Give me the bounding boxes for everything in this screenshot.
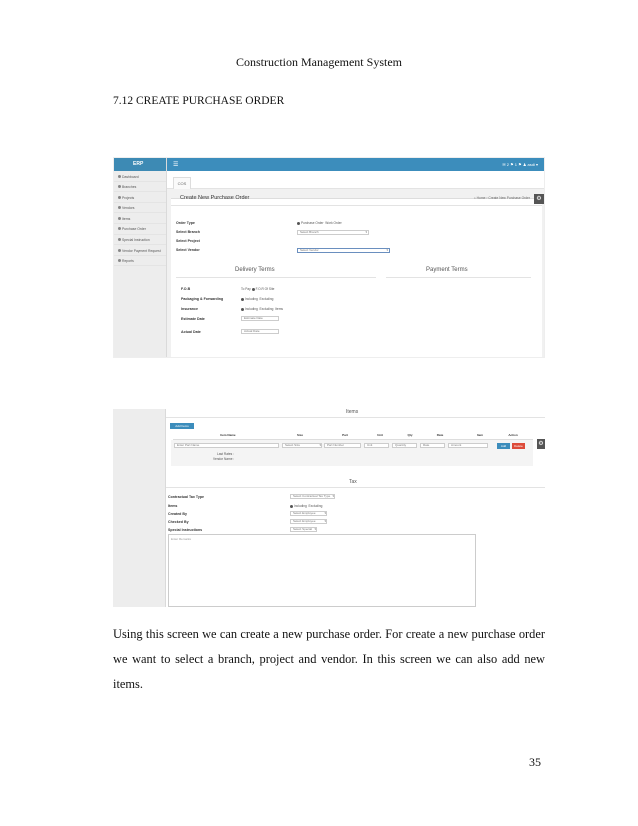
remarks-textarea[interactable]: Enter Remarks	[168, 534, 476, 607]
screenshot-items-tax	[113, 409, 545, 607]
body-text: Using this screen we can create a new purchase order. For create a new purchase order we want to select a branch, project and vendor. In this screen we can also add new items.	[113, 627, 545, 691]
radio-selected-icon	[297, 222, 300, 225]
sidebar-item-purchase-order[interactable]: Purchase Order	[114, 224, 166, 235]
divider	[176, 277, 376, 278]
vendor-payment-icon	[118, 249, 121, 252]
divider	[171, 205, 542, 206]
contractual-tax-label: Contractual Tax Type	[168, 495, 205, 499]
add-row-button[interactable]: Add	[497, 443, 510, 449]
items-table-header	[173, 433, 533, 440]
column-header: Part	[342, 433, 348, 437]
estimate-date-input[interactable]: Estimate Date	[241, 316, 279, 321]
vendors-icon	[118, 206, 121, 209]
radio-selected-icon	[241, 308, 244, 311]
fob-radio-group[interactable]: To Pay F.O.R Of Site	[241, 287, 275, 291]
app-sidebar	[114, 158, 167, 358]
amount-input[interactable]: Amount	[448, 443, 488, 448]
select-branch-label: Select Branch	[176, 230, 200, 234]
divider	[386, 277, 531, 278]
branches-icon	[118, 185, 121, 188]
column-header: Rate	[436, 433, 444, 437]
insurance-label: Insurance	[181, 307, 198, 311]
sidebar-item-branches[interactable]: Branches	[114, 182, 166, 193]
page-header: Construction Management System	[236, 55, 402, 69]
sidebar-item-reports[interactable]: Reports	[114, 256, 166, 267]
purchase-order-icon	[118, 227, 121, 230]
special-instructions-dropdown[interactable]: Select Special ▾	[290, 527, 317, 532]
chevron-down-icon: ▾	[386, 248, 388, 252]
tax-heading: Tax	[349, 479, 357, 485]
sidebar-item-projects[interactable]: Projects	[114, 192, 166, 203]
chevron-down-icon: ▾	[324, 511, 326, 515]
chevron-down-icon: ▾	[332, 494, 334, 498]
qty-input[interactable]: Quantity	[392, 443, 417, 448]
content-area	[167, 189, 544, 357]
chevron-down-icon: ▾	[324, 519, 326, 523]
divider	[166, 487, 545, 488]
packaging-label: Packaging & Forwarding	[181, 297, 224, 301]
breadcrumb[interactable]: ⌂ Home › Create New Purchase Order	[473, 196, 530, 200]
insurance-radio-group[interactable]: Including Excluding Items	[241, 307, 283, 311]
estimate-date-label: Estimate Date	[181, 317, 205, 321]
payment-terms-heading: Payment Terms	[426, 267, 468, 273]
size-dropdown[interactable]: Select Size ▾	[282, 443, 322, 448]
add-items-button[interactable]: Add Items	[170, 423, 194, 429]
actual-date-label: Actual Date	[181, 330, 201, 334]
checked-by-dropdown[interactable]: Select Employee ▾	[290, 519, 327, 524]
contractual-tax-dropdown[interactable]: Select Contractual Tax Type ▾	[290, 494, 335, 499]
checked-by-label: Checked By	[168, 520, 189, 524]
sidebar-item-vendor-payment[interactable]: Vendor Payment Request	[114, 245, 166, 256]
radio-selected-icon	[252, 288, 255, 291]
created-by-label: Created By	[168, 512, 187, 516]
select-vendor-label: Select Vendor	[176, 248, 200, 252]
settings-gear-icon[interactable]: ⚙	[534, 194, 544, 204]
actual-date-input[interactable]: Actual Date	[241, 329, 279, 334]
items-tax-radio-group[interactable]: Including Excluding	[290, 504, 322, 508]
select-branch-dropdown[interactable]: Select Branch ▾	[297, 230, 369, 235]
order-type-label: Order Type	[176, 221, 195, 225]
packaging-radio-group[interactable]: Including Excluding	[241, 297, 273, 301]
tab-bar	[167, 171, 544, 189]
column-header: Unit	[377, 433, 383, 437]
items-row	[171, 440, 533, 466]
chevron-down-icon: ▾	[314, 527, 316, 531]
delete-row-button[interactable]: Delete	[512, 443, 525, 449]
select-project-label: Select Project	[176, 239, 200, 243]
column-header: Item	[476, 433, 484, 437]
rate-input[interactable]: Rate	[420, 443, 445, 448]
page-number: 35	[529, 755, 541, 769]
item-name-input[interactable]: Enter Part Name	[174, 443, 279, 448]
delivery-terms-heading: Delivery Terms	[235, 267, 275, 273]
sidebar-item-vendors[interactable]: Vendors	[114, 203, 166, 214]
radio-selected-icon	[290, 505, 293, 508]
app-sidebar	[113, 409, 166, 607]
items-heading: Items	[346, 409, 359, 415]
column-header: Size	[296, 433, 303, 437]
fob-label: F.O.B	[181, 287, 191, 291]
projects-icon	[118, 196, 121, 199]
radio-selected-icon	[241, 298, 244, 301]
sidebar-item-dashboard[interactable]: Dashboard	[114, 171, 166, 182]
screenshot-create-purchase-order	[113, 157, 545, 358]
items-tax-label: Items	[168, 504, 178, 508]
order-type-radio-group[interactable]: Purchase Order Work Order	[297, 221, 342, 225]
menu-toggle-icon[interactable]: ☰	[173, 162, 179, 168]
app-logo: ERP	[114, 158, 166, 171]
divider	[166, 417, 545, 418]
vendor-name-label: Vendor Name :	[213, 457, 235, 461]
column-header: Action	[508, 433, 518, 437]
last-rates-label: Last Rates :	[217, 452, 235, 456]
dashboard-icon	[118, 175, 121, 178]
column-header: Item Name	[220, 433, 236, 437]
sidebar-item-special-instruction[interactable]: Special Instruction	[114, 235, 166, 246]
reports-icon	[118, 259, 121, 262]
box-title: Create New Purchase Order	[180, 195, 250, 201]
sidebar-item-items[interactable]: Items	[114, 213, 166, 224]
items-icon	[118, 217, 121, 220]
chevron-down-icon: ▾	[365, 230, 367, 234]
topbar-user-area[interactable]: ✉ 2 ⚑ 1 ⚑ ♟ asdi ▾	[502, 162, 538, 167]
special-instruction-icon	[118, 238, 121, 241]
settings-gear-icon[interactable]: ⚙	[538, 441, 544, 447]
tab-cos[interactable]: COS	[173, 177, 191, 189]
created-by-dropdown[interactable]: Select Employee ▾	[290, 511, 327, 516]
section-title: 7.12 CREATE PURCHASE ORDER	[113, 95, 285, 107]
part-input[interactable]: Part Number	[324, 443, 361, 448]
special-instructions-label: Special Instructions	[168, 528, 203, 532]
unit-input[interactable]: Unit	[364, 443, 389, 448]
column-header: Qty	[407, 433, 413, 437]
purchase-order-box	[171, 195, 542, 357]
app-topbar	[167, 158, 544, 171]
chevron-down-icon: ▾	[319, 443, 321, 447]
select-vendor-dropdown[interactable]: Select Vendor ▾	[297, 248, 390, 253]
